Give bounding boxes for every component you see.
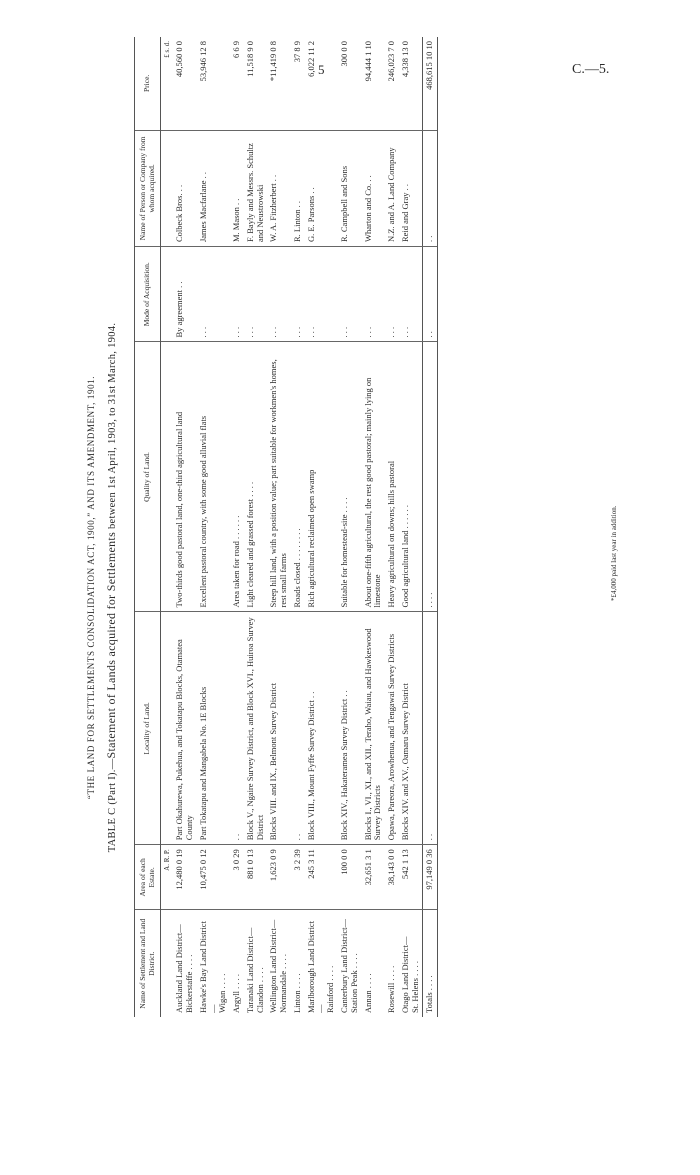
cell-locality: Blocks XIV. and XV., Oamaru Survey District [399, 612, 423, 845]
cell-name: Hawke's Bay Land District— Wigan . . . . [197, 921, 228, 1013]
cell-quality: Area taken for road . . . . . . [230, 342, 244, 612]
cell-locality: Part Okahurewa, Pukehua, and Tokatapu Blocks, Otamatea County [173, 612, 197, 845]
cell-person: Wharton and Co. . . [362, 130, 386, 246]
cell-price: 53,946 12 8 [197, 37, 230, 130]
cell-price: 300 0 0 [338, 37, 362, 130]
cell-mode: . . . [305, 247, 338, 342]
cell-mode: . . . [399, 247, 423, 342]
cell-person: Reid and Gray . . [399, 130, 423, 246]
header-mode: Mode of Acquisition. [135, 247, 161, 342]
cell-area: 245 3 11 [305, 845, 338, 910]
table-title [104, 0, 119, 1175]
cell-person: Colbeck Bros. . . [173, 130, 197, 246]
cell-area: 881 0 13 [244, 845, 268, 910]
header-price: Price. [135, 37, 161, 130]
totals-locality: . . [423, 612, 438, 845]
cell-name: Marlborough Land District— Rainford . . . . [305, 920, 336, 1013]
price-units: £ s. d. [161, 37, 174, 130]
header-row [135, 37, 161, 1017]
cell-locality: Blocks I., VI., XI., and XII., Teraho, Waiau, and Hawkeswood Survey Districts [362, 612, 386, 845]
cell-person: R. Campbell and Sons [338, 130, 362, 246]
cell-quality: Good agricultural land . . . . . . [399, 342, 423, 612]
document-code: C.—5. [572, 62, 610, 77]
cell-quality: Light cleared and grassed forest . . . . [244, 342, 268, 612]
cell-price: 246,023 7 0 [385, 37, 399, 130]
table-row [291, 37, 305, 1017]
cell-price: 6,022 11 2 [305, 37, 338, 130]
table-row [362, 37, 386, 1017]
act-title: “THE LAND FOR SETTLEMENTS CONSOLIDATION ACT, 1900,” AND ITS AMENDMENT, 1901. [86, 375, 96, 800]
page-number: 5 [318, 62, 325, 77]
cell-person: N.Z. and A. Land Company [385, 130, 399, 246]
cell-area: 10,475 0 12 [197, 845, 230, 910]
cell-quality: Rich agricultural reclaimed open swamp [305, 342, 338, 612]
header-name: Name of Settlement and Land District. [135, 910, 161, 1017]
cell-quality: Suitable for homestead-site . . . . [338, 342, 362, 612]
cell-locality: . . [291, 612, 305, 845]
cell-name: Canterbury Land District— Station Peak . . . . [339, 919, 359, 1013]
cell-price: *11,419 0 8 [267, 37, 291, 130]
cell-price: 94,444 1 10 [362, 37, 386, 130]
cell-locality: Part Tokatapu and Mangabela No. 1E Blocks [197, 612, 230, 845]
area-units: A. R. P. [161, 845, 174, 910]
table-row [230, 37, 244, 1017]
totals-area: 97,149 0 36 [423, 845, 438, 910]
table-title-caps: Statement of Lands acquired for Settlements [104, 531, 118, 759]
table-row [173, 37, 197, 1017]
cell-mode: By agreement . . [173, 247, 197, 342]
cell-mode: . . . [291, 247, 305, 342]
cell-quality: Steep hill land, with a position value; part suitable for workmen's homes, rest small farms [267, 342, 291, 612]
table-title-suffix: between 1st April, 1903, to 31st March, 1904. [107, 322, 118, 532]
cell-mode: . . . [338, 247, 362, 342]
totals-row [423, 37, 438, 1017]
header-area: Area of each Estate. [135, 845, 161, 910]
cell-quality: Heavy agricultural on downs; hills pastoral [385, 342, 399, 612]
cell-area: 1,623 0 9 [267, 845, 291, 910]
cell-mode: . . . [362, 247, 386, 342]
cell-name: Argyll . . . . [231, 973, 242, 1013]
cell-name: Taranaki Land District— Clandon . . . . [244, 927, 265, 1013]
cell-person: M. Mason . . [230, 130, 244, 246]
cell-name: Auckland Land District— Bickerstaffe . . . . [174, 924, 195, 1013]
cell-area: 12,480 0 19 [173, 845, 197, 910]
totals-price: 468,615 10 10 [423, 37, 438, 130]
cell-quality: About one-fifth agricultural, the rest good pastoral; mainly lying on limestone [362, 342, 386, 612]
cell-mode: . . . [230, 247, 244, 342]
table-row [267, 37, 291, 1017]
header-person: Name of Person or Company from whom acquired. [135, 130, 161, 246]
units-row [161, 37, 174, 1017]
cell-area: 3 2 39 [291, 845, 305, 910]
cell-locality: Block XIV., Hakateramea Survey District . . [338, 612, 362, 845]
table-row [399, 37, 423, 1017]
cell-person: W. A. Fitzherbert . . [267, 130, 291, 246]
totals-person: . . [423, 130, 438, 246]
totals-mode: . . [423, 247, 438, 342]
cell-locality: Opawa, Pareora, Arowhenua, and Tengawai Survey Districts [385, 612, 399, 845]
cell-price: 6 6 9 [230, 37, 244, 130]
cell-name: Linton . . . . [291, 973, 302, 1013]
cell-area: 3 0 29 [230, 845, 244, 910]
cell-price: 37 8 9 [291, 37, 305, 130]
cell-price: 11,518 9 0 [244, 37, 268, 130]
cell-name: Rosewill . . . . [386, 965, 397, 1013]
cell-area: 38,143 0 0 [385, 845, 399, 910]
footnote: *£4,000 paid last year in addition. [610, 505, 618, 601]
cell-mode: . . . [385, 247, 399, 342]
cell-quality: Two-thirds good pastoral land, one-third agricultural land [173, 342, 197, 612]
cell-name: Otago Land District— St. Helens . . . . [399, 936, 420, 1013]
totals-quality: . . . . [423, 342, 438, 612]
cell-quality: Roads closed . . . . . . . . [291, 342, 305, 612]
cell-price: 4,338 13 0 [399, 37, 423, 130]
cell-name: Wellington Land District— Normandale . . . . [268, 919, 289, 1013]
cell-person: James Macfarlane . . [197, 130, 230, 246]
table-row [305, 37, 338, 1017]
header-locality: Locality of Land. [135, 612, 161, 845]
cell-locality: Blocks VIII. and IX., Belmont Survey District [267, 612, 291, 845]
cell-price: 40,560 0 0 [173, 37, 197, 130]
table-row [244, 37, 268, 1017]
cell-quality: Excellent pastoral country, with some good alluvial flats [197, 342, 230, 612]
cell-mode: . . . [197, 247, 230, 342]
cell-area: 100 0 0 [338, 845, 362, 910]
table-row [338, 37, 362, 1017]
cell-locality: Block V., Ngaire Survey District, and Block XVI., Huiroa Survey District [244, 612, 268, 845]
table-title-prefix: TABLE C (Part I).— [107, 758, 118, 853]
table-row [197, 37, 230, 1017]
table-row [385, 37, 399, 1017]
cell-person: F. Bayly and Messrs. Schultz and Neustrowski [244, 130, 268, 246]
cell-name: Annan . . . . [362, 973, 373, 1013]
header-quality: Quality of Land. [135, 342, 161, 612]
cell-mode: . . . [244, 247, 268, 342]
cell-area: 542 1 13 [399, 845, 423, 910]
cell-locality: . . [230, 612, 244, 845]
totals-label: Totals . . . . [423, 910, 438, 1017]
cell-person: R. Linton . . [291, 130, 305, 246]
cell-area: 32,651 3 1 [362, 845, 386, 910]
cell-locality: Block VIII., Mount Fyffe Survey District . . [305, 612, 338, 845]
cell-person: G. E. Parsons . . [305, 130, 338, 246]
settlements-table [134, 37, 438, 1017]
cell-mode: . . . [267, 247, 291, 342]
